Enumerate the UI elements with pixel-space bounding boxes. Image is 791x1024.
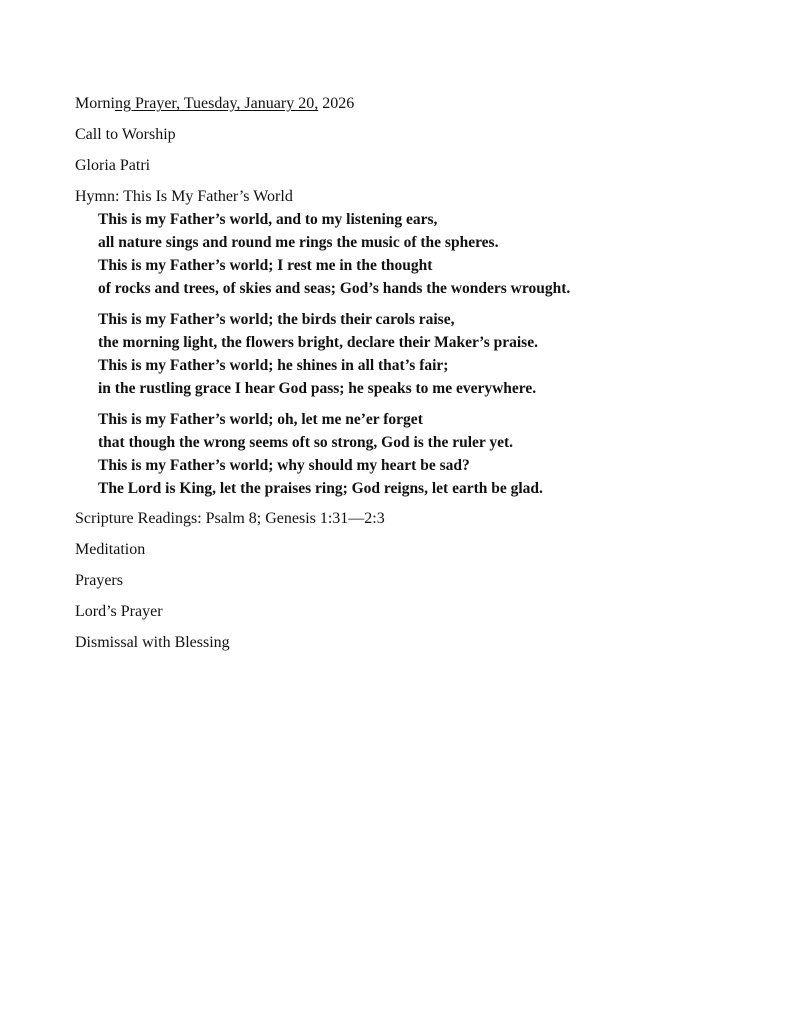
hymn-heading: Hymn: This Is My Father’s World <box>75 188 293 205</box>
verse-line: of rocks and trees, of skies and seas; God’s hands the wonders wrought. <box>98 280 571 297</box>
title-suffix: 2026 <box>318 95 355 112</box>
lords-prayer: Lord’s Prayer <box>75 603 163 620</box>
verse-line: This is my Father’s world; I rest me in the thought <box>98 257 433 274</box>
prayers: Prayers <box>75 572 123 589</box>
scripture-readings: Scripture Readings: Psalm 8; Genesis 1:31—2:3 <box>75 510 385 527</box>
gloria-patri: Gloria Patri <box>75 157 151 174</box>
verse-line: The Lord is King, let the praises ring; God reigns, let earth be glad. <box>98 480 543 497</box>
verse-line: This is my Father’s world; oh, let me ne’er forget <box>98 411 423 428</box>
dismissal-with-blessing: Dismissal with Blessing <box>75 634 230 651</box>
meditation: Meditation <box>75 541 146 558</box>
page-title <box>75 93 755 115</box>
verse-line: the morning light, the flowers bright, declare their Maker’s praise. <box>98 334 538 351</box>
call-to-worship: Call to Worship <box>75 126 176 143</box>
verse-line: This is my Father’s world; why should my heart be sad? <box>98 457 470 474</box>
verse-line: This is my Father’s world; the birds their carols raise, <box>98 311 455 328</box>
verse-line: in the rustling grace I hear God pass; he speaks to me everywhere. <box>98 380 537 397</box>
title-underlined: ng Prayer, Tuesday, January 20, <box>115 95 319 112</box>
hymn-verse-3 <box>98 408 755 500</box>
order-of-worship <box>75 93 755 663</box>
title-prefix: Morni <box>75 95 115 112</box>
verse-line: that though the wrong seems oft so strong, God is the ruler yet. <box>98 434 514 451</box>
hymn-verse-2 <box>98 308 755 400</box>
verse-line: all nature sings and round me rings the music of the spheres. <box>98 234 499 251</box>
hymn-verse-1 <box>98 208 755 300</box>
verse-line: This is my Father’s world; he shines in all that’s fair; <box>98 357 449 374</box>
verse-line: This is my Father’s world, and to my listening ears, <box>98 211 438 228</box>
